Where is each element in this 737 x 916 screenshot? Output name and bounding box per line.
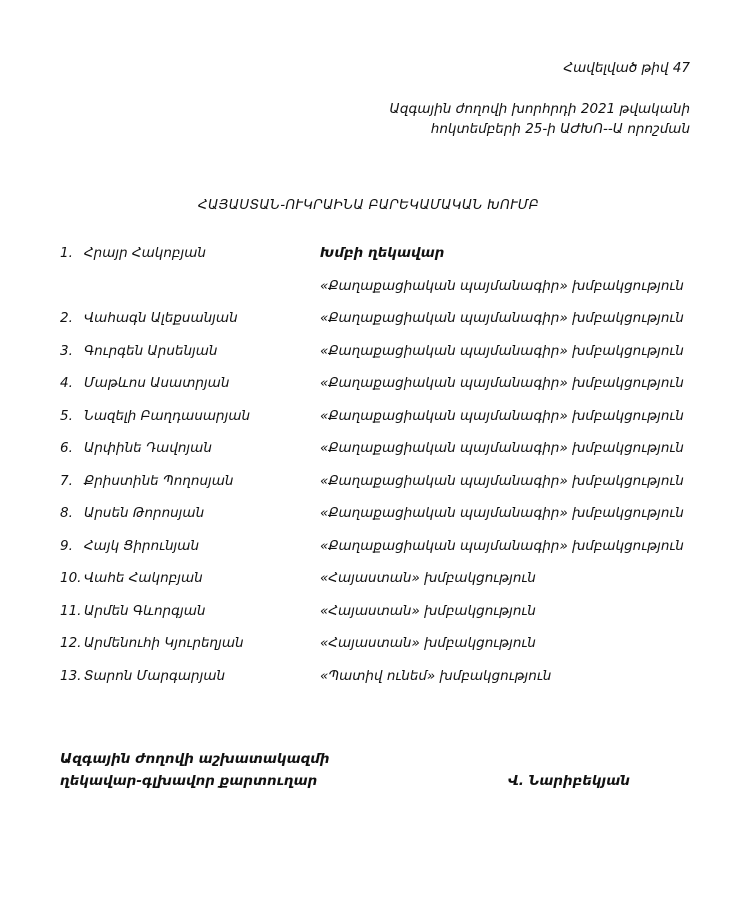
member-faction: «Հայաստան» խմբակցություն: [320, 570, 536, 586]
item-number: 13.: [60, 667, 82, 684]
member-name: Հրայր Հակոբյան: [84, 245, 206, 261]
member-name: Մաթևոս Ասատրյան: [84, 375, 230, 391]
item-number: 12.: [60, 635, 82, 651]
list-item: [0, 503, 737, 536]
list-item: [0, 406, 737, 439]
decision-line-1: Ազգային ժողովի խորհրդի 2021 թվականի: [389, 101, 690, 117]
member-name: Գուրգեն Արսենյան: [84, 342, 218, 359]
list-item: [0, 341, 737, 374]
member-name: Հայկ Ցիրունյան: [84, 537, 200, 554]
member-faction: «Քաղաքացիական պայմանագիր» խմբակցություն: [320, 375, 684, 391]
members-list: [0, 243, 737, 698]
list-item: [0, 601, 737, 634]
document-title: ՀԱՅԱՍՏԱՆ-ՈՒԿՐԱԻՆԱ ԲԱՐԵԿԱՄԱԿԱՆ ԽՈՒՄԲ: [198, 197, 539, 213]
item-number: 6.: [60, 440, 73, 456]
list-item: [0, 471, 737, 504]
position-line-2: ղեկավար-գլխավոր քարտուղար: [60, 773, 318, 789]
member-name: Արփինե Դավոյան: [84, 440, 212, 456]
list-item: [0, 568, 737, 601]
member-name: Նազելի Բաղդասարյան: [84, 407, 251, 424]
list-item: [0, 536, 737, 569]
member-faction: «Քաղաքացիական պայմանագիր» խմբակցություն: [320, 407, 684, 424]
position-line-1: Ազգային ժողովի աշխատակազմի: [60, 751, 330, 767]
member-faction: «Քաղաքացիական պայմանագիր» խմբակցություն: [320, 277, 684, 294]
member-faction: «Քաղաքացիական պայմանագիր» խմբակցություն: [320, 472, 684, 489]
list-item: [0, 633, 737, 666]
signatory-position: [60, 748, 330, 792]
member-name: Վահե Հակոբյան: [84, 570, 203, 586]
member-faction: «Քաղաքացիական պայմանագիր» խմբակցություն: [320, 342, 684, 359]
list-item: [0, 373, 737, 406]
member-faction: «Հայաստան» խմբակցություն: [320, 602, 536, 619]
item-number: 3.: [60, 342, 73, 359]
member-faction: «Պատիվ ունեմ» խմբակցություն: [320, 667, 552, 684]
list-item: [0, 666, 737, 699]
item-number: 5.: [60, 407, 73, 424]
item-number: 10.: [60, 570, 82, 586]
member-name: Վահագն Ալեքսանյան: [84, 310, 238, 326]
annex-number: Հավելված թիվ 47: [563, 60, 690, 76]
member-faction: «Քաղաքացիական պայմանագիր» խմբակցություն: [320, 537, 684, 554]
item-number: 7.: [60, 472, 73, 489]
item-number: 11.: [60, 602, 82, 619]
item-number: 1.: [60, 245, 73, 261]
list-item: [0, 438, 737, 471]
item-number: 9.: [60, 537, 73, 554]
member-faction: «Քաղաքացիական պայմանագիր» խմբակցություն: [320, 440, 684, 456]
signatory-name: Վ. Նարիբեկյան: [508, 773, 630, 789]
member-name: Արմենուհի Կյուրեղյան: [84, 635, 244, 651]
member-name: Արսեն Թորոսյան: [84, 505, 205, 521]
member-name: Տարոն Մարգարյան: [84, 667, 226, 684]
member-name: Արմեն Գևորգյան: [84, 602, 206, 619]
item-number: 4.: [60, 375, 73, 391]
list-item: [0, 276, 737, 309]
member-faction: «Հայաստան» խմբակցություն: [320, 635, 536, 651]
annex-header: [563, 58, 690, 78]
decision-reference: [390, 99, 690, 139]
item-number: 2.: [60, 310, 73, 326]
item-number: 8.: [60, 505, 73, 521]
list-item: [0, 243, 737, 276]
member-faction: «Քաղաքացիական պայմանագիր» խմբակցություն: [320, 310, 684, 326]
member-faction: «Քաղաքացիական պայմանագիր» խմբակցություն: [320, 505, 684, 521]
decision-line-2: հոկտեմբերի 25-ի ԱԺԽՈ--Ա որոշման: [430, 121, 690, 137]
member-role: Խմբի ղեկավար: [320, 245, 445, 261]
list-item: [0, 308, 737, 341]
member-name: Քրիստինե Պողոսյան: [84, 472, 234, 489]
